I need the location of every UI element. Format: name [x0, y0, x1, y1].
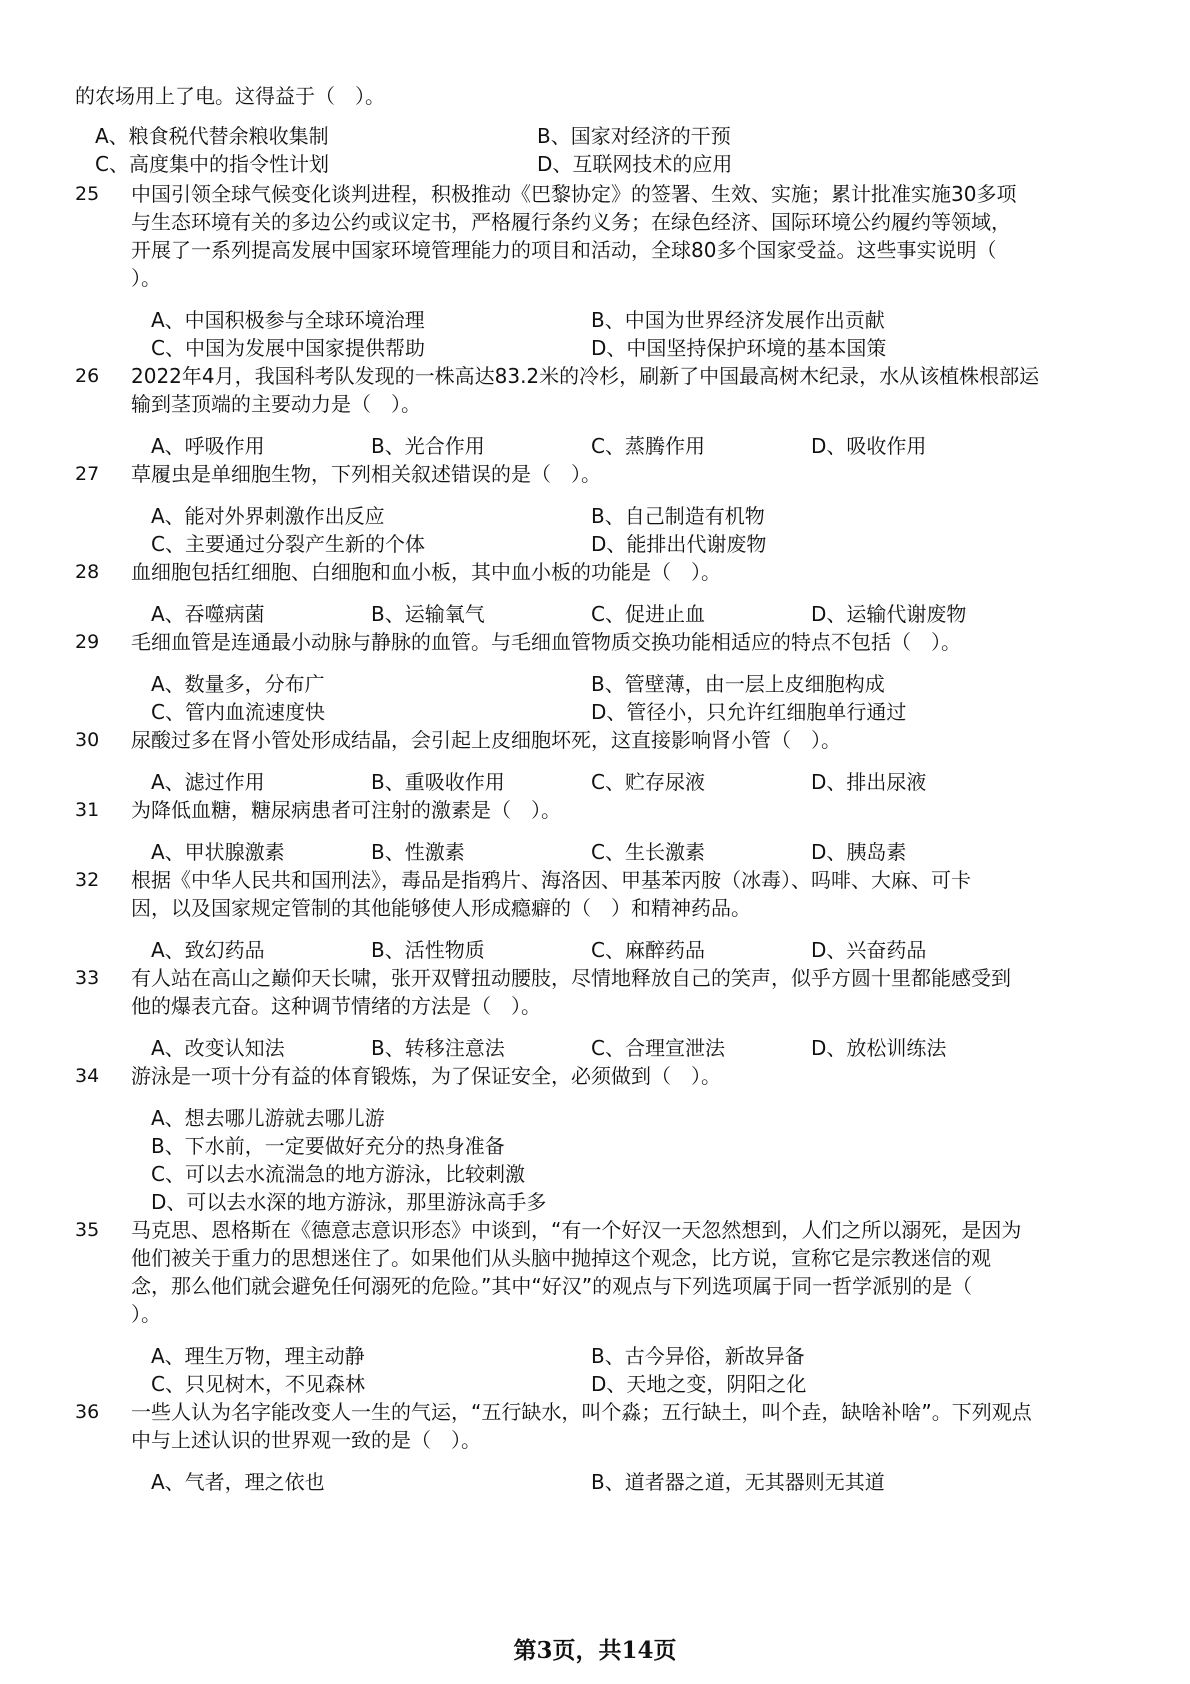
option-d: D、能排出代谢废物	[591, 532, 767, 556]
question-number: 32	[75, 869, 100, 891]
option-a: A、呼吸作用	[151, 434, 265, 458]
question-number: 28	[75, 561, 100, 583]
question-stem-line: 中与上述认识的世界观一致的是（ ）。	[131, 1428, 481, 1452]
option-d: D、兴奋药品	[811, 938, 927, 962]
question-stem-line: 根据《中华人民共和国刑法》，毒品是指鸦片、海洛因、甲基苯丙胺（冰毒）、吗啡、大麻、可卡	[131, 868, 971, 892]
option-a: A、改变认知法	[151, 1036, 285, 1060]
option-a: A、致幻药品	[151, 938, 265, 962]
option-a: A、理生万物，理主动静	[151, 1344, 365, 1368]
option-d: D、天地之变，阴阳之化	[591, 1372, 807, 1396]
question-stem-line: 因，以及国家规定管制的其他能够使人形成瘾癖的（ ）和精神药品。	[131, 896, 751, 920]
option-a: A、气者，理之依也	[151, 1470, 325, 1494]
question-stem-line: 游泳是一项十分有益的体育锻炼，为了保证安全，必须做到（ ）。	[131, 1064, 721, 1088]
option-b: B、性激素	[371, 840, 465, 864]
option-c: C、合理宣泄法	[591, 1036, 725, 1060]
option-a: A、能对外界刺激作出反应	[151, 504, 385, 528]
option-d: D、管径小，只允许红细胞单行通过	[591, 700, 907, 724]
question-number: 26	[75, 365, 100, 387]
option-a: A、想去哪儿游就去哪儿游	[151, 1106, 385, 1130]
question-stem-line: 尿酸过多在肾小管处形成结晶，会引起上皮细胞坏死，这直接影响肾小管（ ）。	[131, 728, 841, 752]
option-a: A、滤过作用	[151, 770, 265, 794]
option-c: C、管内血流速度快	[151, 700, 325, 724]
question-stem-line: 草履虫是单细胞生物，下列相关叙述错误的是（ ）。	[131, 462, 601, 486]
question-stem-line: 中国引领全球气候变化谈判进程，积极推动《巴黎协定》的签署、生效、实施；累计批准实施30多项	[131, 182, 1017, 206]
option-b: B、重吸收作用	[371, 770, 505, 794]
option-24-b: B、国家对经济的干预	[537, 124, 731, 148]
option-c: C、生长激素	[591, 840, 705, 864]
option-d: D、排出尿液	[811, 770, 927, 794]
question-stem-line: ）。	[131, 266, 161, 290]
question-number: 30	[75, 729, 100, 751]
question-stem-line: 与生态环境有关的多边公约或议定书，严格履行条约义务；在绿色经济、国际环境公约履约等领域，	[131, 210, 1011, 234]
option-b: B、活性物质	[371, 938, 485, 962]
option-a: A、甲状腺激素	[151, 840, 285, 864]
question-stem-line: 马克思、恩格斯在《德意志意识形态》中谈到，“有一个好汉一天忽然想到，人们之所以溺死，是因为	[131, 1218, 1022, 1242]
option-c: C、只见树木，不见森林	[151, 1372, 365, 1396]
question-number: 27	[75, 463, 100, 485]
option-b: B、运输氧气	[371, 602, 485, 626]
question-stem-line: 他们被关于重力的思想迷住了。如果他们从头脑中抛掉这个观念，比方说，宣称它是宗教迷信的观	[131, 1246, 991, 1270]
option-b: B、光合作用	[371, 434, 485, 458]
question-number: 33	[75, 967, 100, 989]
option-c: C、促进止血	[591, 602, 705, 626]
option-d: D、吸收作用	[811, 434, 927, 458]
option-c: C、贮存尿液	[591, 770, 705, 794]
option-d: D、可以去水深的地方游泳，那里游泳高手多	[151, 1190, 547, 1214]
question-number: 25	[75, 183, 100, 205]
option-b: B、下水前，一定要做好充分的热身准备	[151, 1134, 505, 1158]
question-number: 29	[75, 631, 100, 653]
option-d: D、中国坚持保护环境的基本国策	[591, 336, 887, 360]
question-stem-line: 念，那么他们就会避免任何溺死的危险。”其中“好汉”的观点与下列选项属于同一哲学派别的是（	[131, 1274, 973, 1298]
question-stem-line: 一些人认为名字能改变人一生的气运，“五行缺水，叫个淼；五行缺土，叫个垚，缺啥补啥”。下列观点	[131, 1400, 1032, 1424]
option-24-d: D、互联网技术的应用	[537, 152, 733, 176]
option-c: C、中国为发展中国家提供帮助	[151, 336, 425, 360]
question-stem-line: ）。	[131, 1302, 161, 1326]
option-a: A、数量多，分布广	[151, 672, 325, 696]
question-number: 36	[75, 1401, 100, 1423]
option-b: B、中国为世界经济发展作出贡献	[591, 308, 885, 332]
question-stem-line: 毛细血管是连通最小动脉与静脉的血管。与毛细血管物质交换功能相适应的特点不包括（ ）。	[131, 630, 961, 654]
question-stem-line: 2022年4月，我国科考队发现的一株高达83.2米的冷杉，刷新了中国最高树木纪录，水从该植株根部运	[131, 364, 1040, 388]
question-number: 35	[75, 1219, 100, 1241]
option-b: B、自己制造有机物	[591, 504, 765, 528]
option-d: D、放松训练法	[811, 1036, 947, 1060]
option-c: C、主要通过分裂产生新的个体	[151, 532, 425, 556]
option-a: A、吞噬病菌	[151, 602, 265, 626]
option-d: D、运输代谢废物	[811, 602, 967, 626]
question-stem-line: 他的爆表亢奋。这种调节情绪的方法是（ ）。	[131, 994, 541, 1018]
option-c: C、蒸腾作用	[591, 434, 705, 458]
question-stem-line: 为降低血糖，糖尿病患者可注射的激素是（ ）。	[131, 798, 561, 822]
option-24-a: A、粮食税代替余粮收集制	[95, 124, 329, 148]
question-24-stem-line: 的农场用上了电。这得益于（ ）。	[75, 84, 385, 108]
question-stem-line: 输到茎顶端的主要动力是（ ）。	[131, 392, 421, 416]
option-d: D、胰岛素	[811, 840, 907, 864]
page-number-footer: 第3页，共14页	[513, 1637, 677, 1664]
question-stem-line: 开展了一系列提高发展中国家环境管理能力的项目和活动，全球80多个国家受益。这些事实说明（	[131, 238, 997, 262]
option-b: B、管壁薄，由一层上皮细胞构成	[591, 672, 885, 696]
option-c: C、麻醉药品	[591, 938, 705, 962]
question-stem-line: 血细胞包括红细胞、白细胞和血小板，其中血小板的功能是（ ）。	[131, 560, 721, 584]
option-c: C、可以去水流湍急的地方游泳，比较刺激	[151, 1162, 525, 1186]
option-24-c: C、高度集中的指令性计划	[95, 152, 329, 176]
question-number: 31	[75, 799, 100, 821]
option-b: B、古今异俗，新故异备	[591, 1344, 805, 1368]
option-b: B、道者器之道，无其器则无其道	[591, 1470, 885, 1494]
question-stem-line: 有人站在高山之巅仰天长啸，张开双臂扭动腰肢，尽情地释放自己的笑声，似乎方圆十里都能感受到	[131, 966, 1011, 990]
option-a: A、中国积极参与全球环境治理	[151, 308, 425, 332]
question-number: 34	[75, 1065, 100, 1087]
option-b: B、转移注意法	[371, 1036, 505, 1060]
